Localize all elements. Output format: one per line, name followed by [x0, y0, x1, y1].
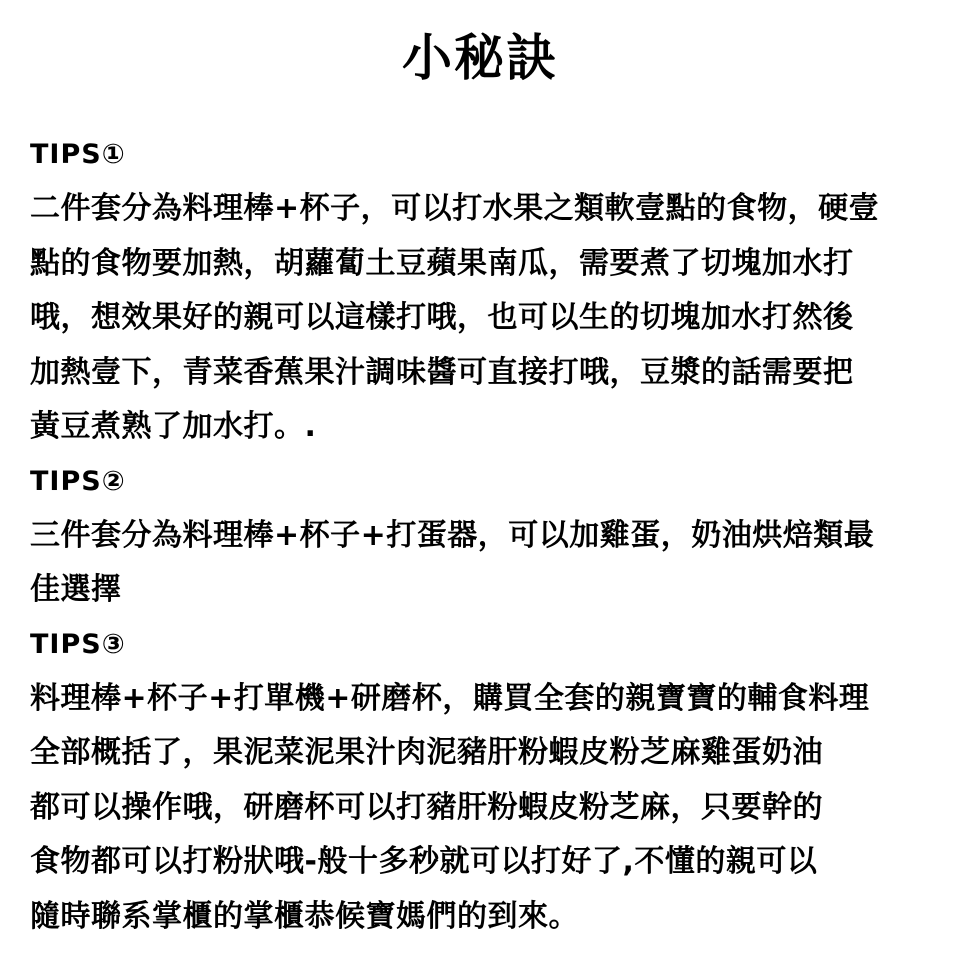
- tip-line: 哦，想效果好的親可以這樣打哦，也可以生的切塊加水打然後: [30, 300, 854, 335]
- tip-line: 隨時聯系掌櫃的掌櫃恭候寶媽們的到來。: [30, 898, 579, 934]
- tip-line: 加熱壹下，青菜香蕉果汁調味醬可直接打哦，豆漿的話需要把: [30, 354, 854, 390]
- tip-line: 全部概括了，果泥菜泥果汁肉泥豬肝粉蝦皮粉芝麻雞蛋奶油: [30, 735, 823, 770]
- tip-line: 佳選擇: [30, 572, 122, 607]
- tip-label: TIPS①: [30, 139, 126, 170]
- tips-content: [30, 128, 935, 944]
- tip-line: 料理棒+杯子+打單機+研磨杯，購買全套的親寶寶的輔食料理: [30, 680, 870, 716]
- page-title: 小秘訣: [402, 29, 558, 87]
- tip-line: 三件套分為料理棒+杯子+打蛋器，可以加雞蛋，奶油烘焙類最: [30, 517, 875, 553]
- tip-label: TIPS③: [30, 628, 126, 660]
- tip-body: [30, 182, 935, 455]
- tip-body: [30, 672, 935, 945]
- tip-line: 點的食物要加熱，胡蘿蔔土豆蘋果南瓜，需要煮了切塊加水打: [30, 245, 854, 281]
- tip-line: 黃豆煮熟了加水打。.: [30, 409, 317, 444]
- tip-section-1: [30, 128, 935, 455]
- tip-label: TIPS②: [30, 465, 126, 497]
- tip-body: [30, 509, 935, 618]
- tip-line: 食物都可以打粉狀哦-般十多秒就可以打好了,不懂的親可以: [30, 844, 818, 879]
- tip-line: 二件套分為料理棒+杯子，可以打水果之類軟壹點的食物，硬壹: [30, 191, 880, 226]
- tip-section-2: [30, 455, 935, 618]
- tip-line: 都可以操作哦，研磨杯可以打豬肝粉蝦皮粉芝麻，只要幹的: [30, 789, 823, 825]
- tip-section-3: [30, 618, 935, 945]
